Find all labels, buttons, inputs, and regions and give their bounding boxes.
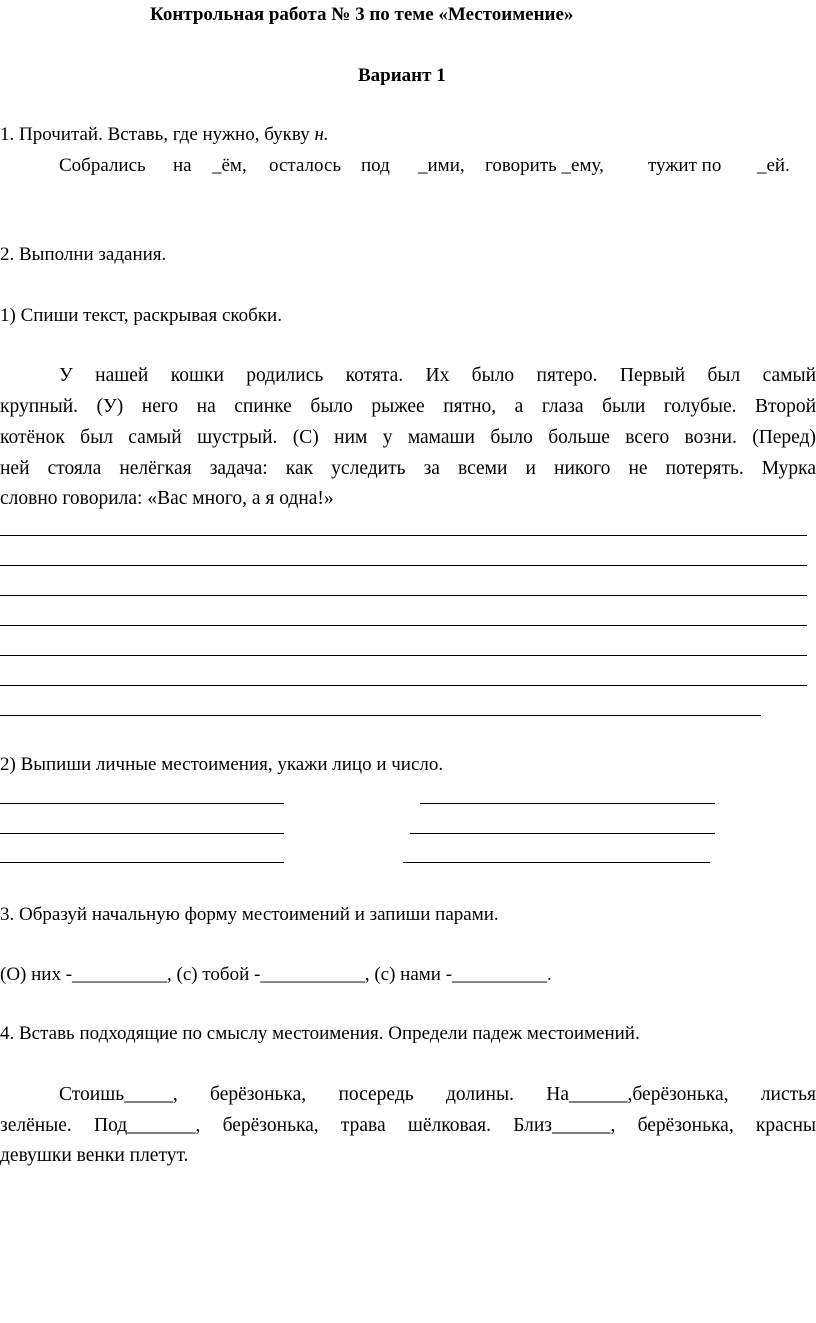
task1-word: под [361,155,390,176]
writing-line[interactable] [0,685,807,686]
task1-word: на [173,155,192,176]
writing-line[interactable] [0,535,807,536]
task3-heading: 3. Образуй начальную форму местоимений и запиши парами. [0,904,499,925]
answer-line[interactable] [0,833,284,834]
page-title: Контрольная работа № 3 по теме «Местоимение» [150,4,574,25]
text-line: девушки венки плетут. [0,1145,189,1166]
task1-word: осталось [269,155,342,176]
task1-letter: н. [314,124,329,145]
text-line: зелёные. Под_______, берёзонька, трава шёлковая. Близ______, берёзонька, красны [0,1115,816,1136]
task1-prompt-line [0,124,329,146]
task3-pairs: (О) них -__________, (с) тобой -___________, (с) нами -__________. [0,964,552,985]
text-line: крупный. (У) него на спинке было рыжее пятно, а глаза были голубые. Второй [0,396,816,417]
answer-line[interactable] [410,833,715,834]
answer-line[interactable] [420,803,715,804]
text-line: котёнок был самый шустрый. (С) ним у мамаши было больше всего возни. (Перед) [0,427,816,448]
answer-line[interactable] [0,803,284,804]
writing-line[interactable] [0,625,807,626]
task1-word: _ём, [212,155,247,176]
task1-word: тужит по [648,155,722,176]
task1-word: говорить _ему, [485,155,604,176]
text-line: Стоишь_____, берёзонька, посередь долины. На______,берёзонька, листья [59,1084,816,1105]
writing-line[interactable] [0,655,807,656]
text-line: ней стояла нелёгкая задача: как уследить за всеми и никого не потерять. Мурка [0,458,816,479]
variant-label: Вариант 1 [358,65,446,86]
task1-word: Собрались [59,155,146,176]
task1-word: _ей. [757,155,790,176]
answer-line[interactable] [0,862,284,863]
task2-sub1: 1) Спиши текст, раскрывая скобки. [0,305,282,326]
answer-line[interactable] [403,862,710,863]
task2-heading: 2. Выполни задания. [0,244,167,265]
writing-line[interactable] [0,595,807,596]
task1-word: _ими, [418,155,465,176]
task1-prompt: 1. Прочитай. Вставь, где нужно, букву [0,124,310,145]
text-line: У нашей кошки родились котята. Их было пятеро. Первый был самый [59,365,816,386]
writing-line[interactable] [0,565,807,566]
writing-line[interactable] [0,715,761,716]
text-line: словно говорила: «Вас много, а я одна!» [0,488,334,509]
task2-sub2: 2) Выпиши личные местоимения, укажи лицо и число. [0,754,444,775]
task4-heading: 4. Вставь подходящие по смыслу местоимения. Определи падеж местоимений. [0,1023,640,1044]
